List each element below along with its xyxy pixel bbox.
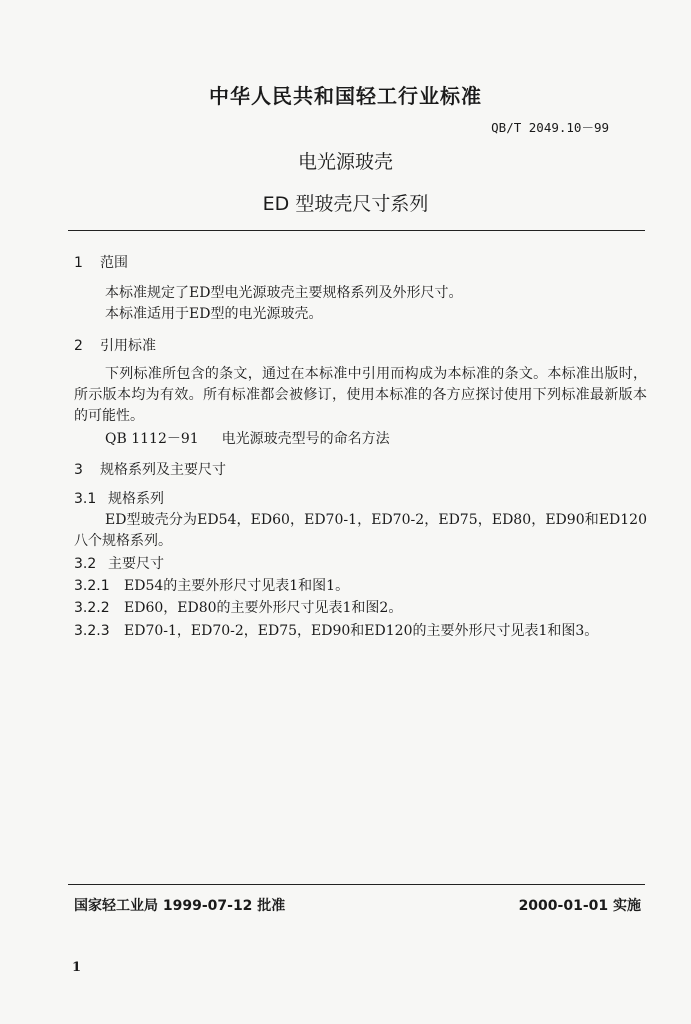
subsection-3-2-heading <box>74 553 164 573</box>
approval-info: 国家轻工业局 1999-07-12 批准 <box>74 898 286 914</box>
document-title: 电光源玻壳 <box>297 151 393 173</box>
subsection-title: 规格系列 <box>108 491 164 507</box>
section-number: 1 <box>74 255 83 271</box>
clause-text: ED60，ED80的主要外形尺寸见表1和图2。 <box>124 600 403 616</box>
document-subtitle: ED 型玻壳尺寸系列 <box>262 193 429 215</box>
referenced-standard-code: QB 1112－91 <box>105 431 199 447</box>
section-2-heading <box>74 335 156 355</box>
section-number: 2 <box>74 338 83 354</box>
standard-number: QB/T 2049.10－99 <box>491 120 609 135</box>
section-title: 引用标准 <box>100 338 156 354</box>
standard-category-title: 中华人民共和国轻工行业标准 <box>209 84 482 108</box>
subsection-3-1-paragraph: ED型玻壳分为ED54，ED60，ED70-1，ED70-2，ED75，ED80，ED90和ED120八个规格系列。 <box>74 512 647 549</box>
subsection-number: 3.2 <box>74 556 97 572</box>
subsection-title: 主要尺寸 <box>108 556 164 572</box>
footer-divider <box>68 884 645 885</box>
clause-3-2-1 <box>74 575 349 595</box>
clause-3-2-2 <box>74 597 402 617</box>
page-number: 1 <box>72 960 82 975</box>
section-number: 3 <box>74 462 83 478</box>
clause-number: 3.2.3 <box>74 623 110 639</box>
clause-number: 3.2.1 <box>74 578 110 594</box>
clause-text: ED54的主要外形尺寸见表1和图1。 <box>124 578 350 594</box>
section-1-paragraph-1: 本标准规定了ED型电光源玻壳主要规格系列及外形尺寸。 <box>105 285 463 301</box>
section-3-heading <box>74 459 226 479</box>
subsection-number: 3.1 <box>74 491 97 507</box>
section-title: 范围 <box>100 255 128 271</box>
top-divider <box>68 230 645 231</box>
section-1-heading <box>74 252 128 272</box>
section-title: 规格系列及主要尺寸 <box>100 462 226 478</box>
subsection-3-1-heading <box>74 488 164 508</box>
clause-number: 3.2.2 <box>74 600 110 616</box>
effective-date: 2000-01-01 实施 <box>518 898 641 914</box>
section-2-paragraph: 下列标准所包含的条文，通过在本标准中引用而构成为本标准的条文。本标准出版时，所示版本均为有效。所有标准都会被修订，使用本标准的各方应探讨使用下列标准最新版本的可能性。 <box>74 366 647 424</box>
referenced-standard-title: 电光源玻壳型号的命名方法 <box>221 431 390 447</box>
section-1-paragraph-2: 本标准适用于ED型的电光源玻壳。 <box>105 306 323 322</box>
clause-text: ED70-1，ED70-2，ED75，ED90和ED120的主要外形尺寸见表1和图3。 <box>124 623 599 639</box>
referenced-standard <box>105 429 390 450</box>
clause-3-2-3 <box>74 620 598 640</box>
